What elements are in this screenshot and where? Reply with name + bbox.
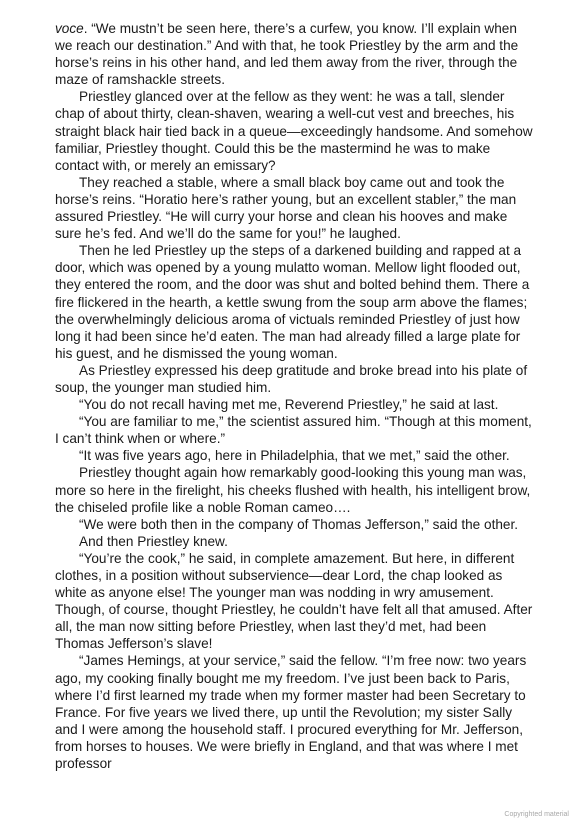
paragraph: “You are familiar to me,” the scientist assured him. “Though at this moment, I can’t think when or where.” bbox=[55, 414, 532, 447]
paragraph: And then Priestley knew. bbox=[79, 533, 228, 549]
paragraph: Then he led Priestley up the steps of a darkened building and rapped at a door, which was opened by a young mulatto woman. Mellow light flooded out, they entered the room, and the door was shut and bolted behind them. There a fire flickered in the hearth, a kettle swung from the soup arm above the flames; the overwhelmingly delicious aroma of victuals reminded Priestley of just how long it had been since he’d eaten. The man had already filled a large plate for his guest, and he dismissed the young woman. bbox=[55, 243, 530, 361]
copyright-notice: Copyrighted material bbox=[504, 811, 569, 818]
paragraph: Priestley thought again how remarkably good-looking this young man was, more so here in the firelight, his cheeks flushed with health, his intelligent brow, the chiseled profile like a noble Roman cameo…. bbox=[55, 465, 531, 515]
paragraph-continuation bbox=[55, 20, 534, 88]
italic-lead-word: voce bbox=[55, 21, 84, 36]
paragraph: “We were both then in the company of Thomas Jefferson,” said the other. bbox=[79, 516, 519, 532]
paragraph-text: . “We mustn’t be seen here, there’s a curfew, you know. I’ll explain when we reach our destination.” And with that, he took Priestley by the arm and the horse’s reins in his other hand, and led them away from the river, through the maze of ramshackle streets. bbox=[55, 21, 519, 88]
paragraph: “James Hemings, at your service,” said the fellow. “I’m free now: two years ago, my cooking finally bought me my freedom. I’ve just been back to Paris, where I’d first learned my trade when my former master had been Secretary to France. For five years we lived there, up until the Revolution; my sister Sally and I were among the household staff. I procured everything for Mr. Jefferson, from horses to houses. We were briefly in England, and that was where I met professor bbox=[55, 653, 527, 772]
paragraph: They reached a stable, where a small black boy came out and took the horse’s reins. “Horatio here’s rather young, but an excellent stabler,” the man assured Priestley. “He will curry your horse and clean his hooves and make sure he’s fed. And we’ll do the same for you!” he laughed. bbox=[55, 174, 517, 242]
paragraph: As Priestley expressed his deep gratitude and broke bread into his plate of soup, the younger man studied him. bbox=[55, 362, 528, 395]
paragraph: “It was five years ago, here in Philadelphia, that we met,” said the other. bbox=[79, 448, 510, 464]
paragraph: Priestley glanced over at the fellow as they went: he was a tall, slender chap of about thirty, clean-shaven, wearing a well-cut vest and breeches, his straight black hair tied back in a queue—exceedingly handsome. And somehow familiar, Priestley thought. Could this be the mastermind he was to make contact with, or merely an emissary? bbox=[55, 89, 533, 173]
paragraph: “You do not recall having met me, Reverend Priestley,” he said at last. bbox=[79, 397, 499, 413]
paragraph: “You’re the cook,” he said, in complete amazement. But here, in different clothes, in a position without subservience—dear Lord, the chap looked as white as anyone else! The younger man was nodding in wry amusement. Though, of course, thought Priestley, he couldn’t have felt all that amused. After all, the man now sitting before Priestley, when last they’d met, had been Thomas Jefferson’s slave! bbox=[55, 550, 533, 652]
body-text bbox=[55, 20, 534, 772]
